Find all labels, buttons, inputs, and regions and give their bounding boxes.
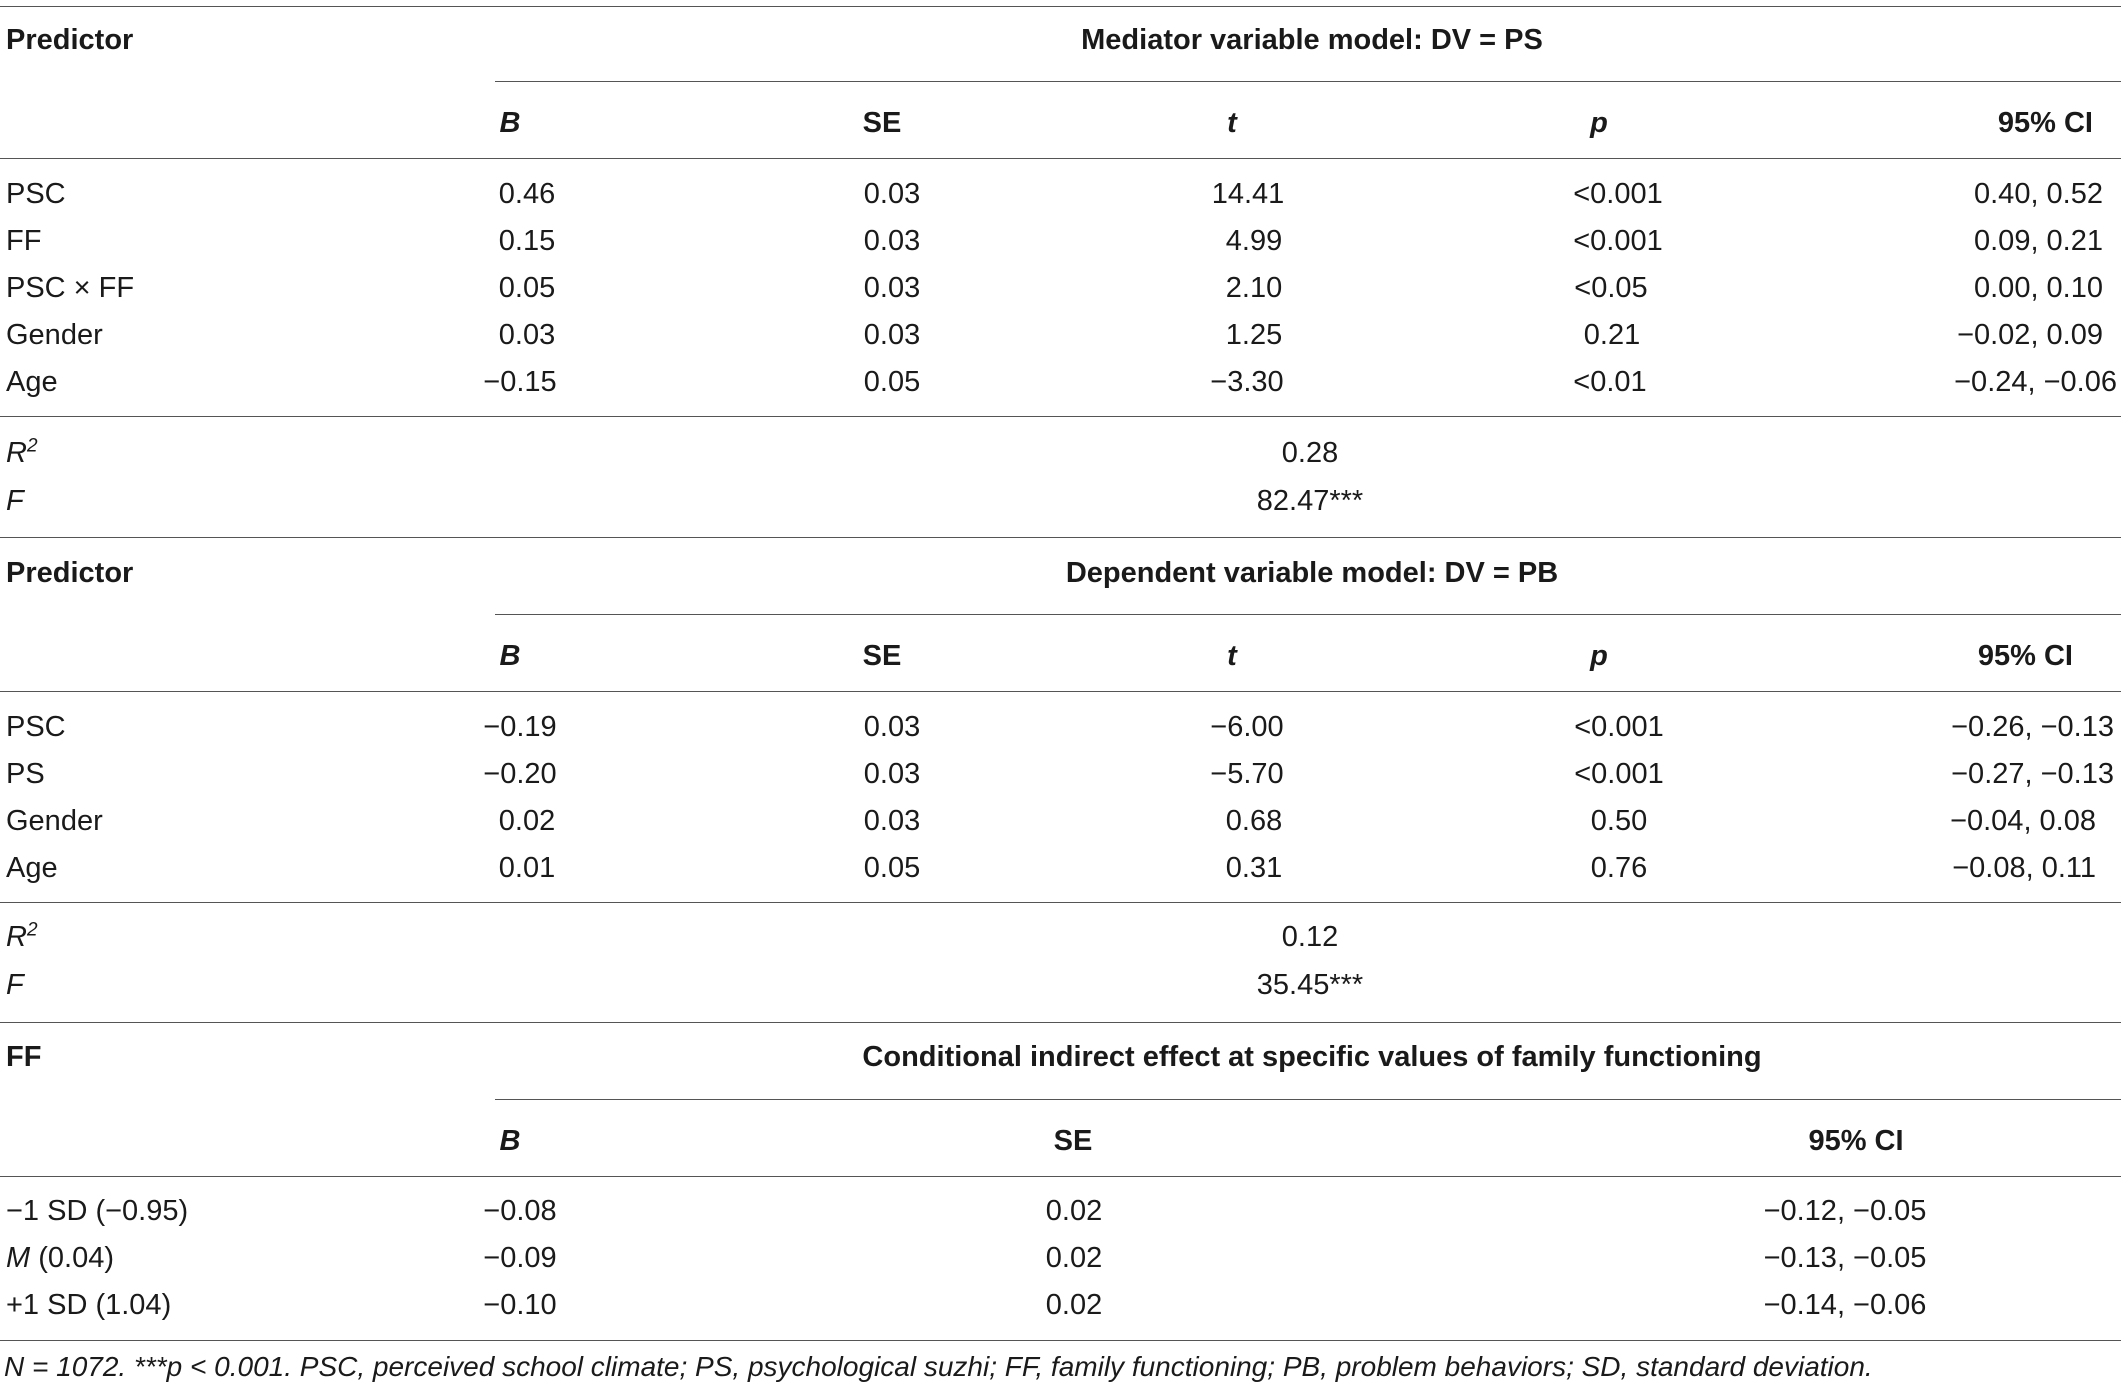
row-label: PSC <box>6 178 66 210</box>
cell-p: <0.001 <box>1573 178 1663 210</box>
col-se-header: SE <box>862 107 902 139</box>
cell-b: 0.03 <box>498 319 556 351</box>
cell-t: 4.99 <box>1225 225 1283 257</box>
cell-t: 0.68 <box>1225 805 1283 837</box>
col-t-header: t <box>1227 107 1237 139</box>
cell-ci: 0.40, 0.52 <box>1974 178 2103 210</box>
section2-header-rule <box>0 691 2121 692</box>
row-label: Age <box>6 852 58 884</box>
cell-b: 0.05 <box>498 272 556 304</box>
cell-se: 0.03 <box>863 805 921 837</box>
col-b-header: B <box>499 107 521 139</box>
cell-p: <0.001 <box>1574 758 1664 790</box>
cell-b: −0.20 <box>483 758 557 790</box>
cell-p: <0.001 <box>1573 225 1663 257</box>
col-t-header: t <box>1227 640 1237 672</box>
r-squared-value: 0.12 <box>1281 921 1339 953</box>
section3-top-rule <box>0 1022 2121 1023</box>
cell-b: −0.19 <box>483 711 557 743</box>
cell-se: 0.03 <box>863 711 921 743</box>
cell-se: 0.03 <box>863 758 921 790</box>
cell-t: 1.25 <box>1225 319 1283 351</box>
cell-se: 0.05 <box>863 366 921 398</box>
cell-t: 14.41 <box>1211 178 1285 210</box>
col-b-header: B <box>499 640 521 672</box>
col-se-header: SE <box>1053 1125 1093 1157</box>
section3-title-underline <box>495 1099 2121 1100</box>
section3-title: Conditional indirect effect at specific values of family functioning <box>862 1041 1762 1073</box>
row-label: PSC × FF <box>6 272 135 304</box>
section1-stats-rule <box>0 416 2121 417</box>
table-footnote: N = 1072. ***p < 0.001. PSC, perceived school climate; PS, psychological suzhi; FF, family functioning; PB, problem behaviors; SD, standard deviation. <box>4 1351 1873 1382</box>
cell-t: −3.30 <box>1210 366 1284 398</box>
f-value: 35.45*** <box>1256 969 1364 1001</box>
cell-se: 0.02 <box>1045 1289 1103 1321</box>
cell-t: 0.31 <box>1225 852 1283 884</box>
col-b-header: B <box>499 1125 521 1157</box>
cell-t: −6.00 <box>1210 711 1284 743</box>
cell-se: 0.03 <box>863 272 921 304</box>
f-value: 82.47*** <box>1256 485 1364 517</box>
row-label: PS <box>6 758 45 790</box>
row-label: PSC <box>6 711 66 743</box>
cell-ci: −0.24, −0.06 <box>1954 366 2117 398</box>
section3-header-rule <box>0 1176 2121 1177</box>
cell-b: −0.09 <box>483 1242 557 1274</box>
col-p-header: p <box>1590 640 1608 672</box>
cell-p: <0.05 <box>1574 272 1648 304</box>
section2-predictor-label: Predictor <box>6 557 134 589</box>
section2-title-underline <box>495 614 2121 615</box>
cell-se: 0.05 <box>863 852 921 884</box>
cell-ci: 0.00, 0.10 <box>1974 272 2103 304</box>
section2-top-rule <box>0 537 2121 538</box>
f-label: F <box>6 485 24 517</box>
cell-b: −0.15 <box>483 366 557 398</box>
cell-p: <0.01 <box>1573 366 1647 398</box>
cell-ci: −0.14, −0.06 <box>1763 1289 1927 1321</box>
row-label: +1 SD (1.04) <box>6 1289 172 1321</box>
cell-ci: −0.08, 0.11 <box>1952 852 2096 884</box>
cell-b: 0.02 <box>498 805 556 837</box>
r-squared-value: 0.28 <box>1281 437 1339 469</box>
cell-p: 0.21 <box>1583 319 1641 351</box>
cell-b: 0.46 <box>498 178 556 210</box>
row-label: FF <box>6 225 42 257</box>
col-se-header: SE <box>862 640 902 672</box>
col-p-header: p <box>1590 107 1608 139</box>
cell-b: −0.10 <box>483 1289 557 1321</box>
f-label: F <box>6 969 24 1001</box>
col-ci-header: 95% CI <box>1977 640 2073 672</box>
cell-ci: −0.27, −0.13 <box>1951 758 2114 790</box>
cell-p: 0.50 <box>1590 805 1648 837</box>
row-label: Gender <box>6 805 103 837</box>
cell-ci: −0.12, −0.05 <box>1763 1195 1927 1227</box>
section3-ff-label: FF <box>6 1041 42 1073</box>
r-squared-label: $R^2$ <box>6 919 38 953</box>
row-label: −1 SD (−0.95) <box>6 1195 189 1227</box>
rule-top <box>0 6 2121 7</box>
table-bottom-rule <box>0 1340 2121 1341</box>
cell-b: 0.01 <box>498 852 556 884</box>
section1-title: Mediator variable model: DV = PS <box>1081 24 1543 56</box>
cell-se: 0.02 <box>1045 1195 1103 1227</box>
col-ci-header: 95% CI <box>1997 107 2093 139</box>
cell-se: 0.02 <box>1045 1242 1103 1274</box>
cell-t: −5.70 <box>1210 758 1284 790</box>
row-label: Age <box>6 366 58 398</box>
section1-predictor-label: Predictor <box>6 24 134 56</box>
col-ci-header: 95% CI <box>1808 1125 1904 1157</box>
r-squared-label: $R^2$ <box>6 435 38 469</box>
section1-header-rule <box>0 158 2121 159</box>
cell-b: 0.15 <box>498 225 556 257</box>
cell-ci: −0.04, 0.08 <box>1950 805 2096 837</box>
cell-t: 2.10 <box>1225 272 1283 304</box>
cell-p: 0.76 <box>1590 852 1648 884</box>
row-label: Gender <box>6 319 103 351</box>
cell-ci: −0.26, −0.13 <box>1951 711 2114 743</box>
cell-se: 0.03 <box>863 319 921 351</box>
section2-title: Dependent variable model: DV = PB <box>1065 557 1559 589</box>
section1-title-underline <box>495 81 2121 82</box>
cell-ci: −0.02, 0.09 <box>1957 319 2103 351</box>
cell-b: −0.08 <box>483 1195 557 1227</box>
row-label: M (0.04) <box>6 1242 114 1274</box>
cell-se: 0.03 <box>863 225 921 257</box>
cell-ci: −0.13, −0.05 <box>1763 1242 1927 1274</box>
cell-ci: 0.09, 0.21 <box>1974 225 2103 257</box>
section2-stats-rule <box>0 902 2121 903</box>
cell-se: 0.03 <box>863 178 921 210</box>
cell-p: <0.001 <box>1574 711 1664 743</box>
